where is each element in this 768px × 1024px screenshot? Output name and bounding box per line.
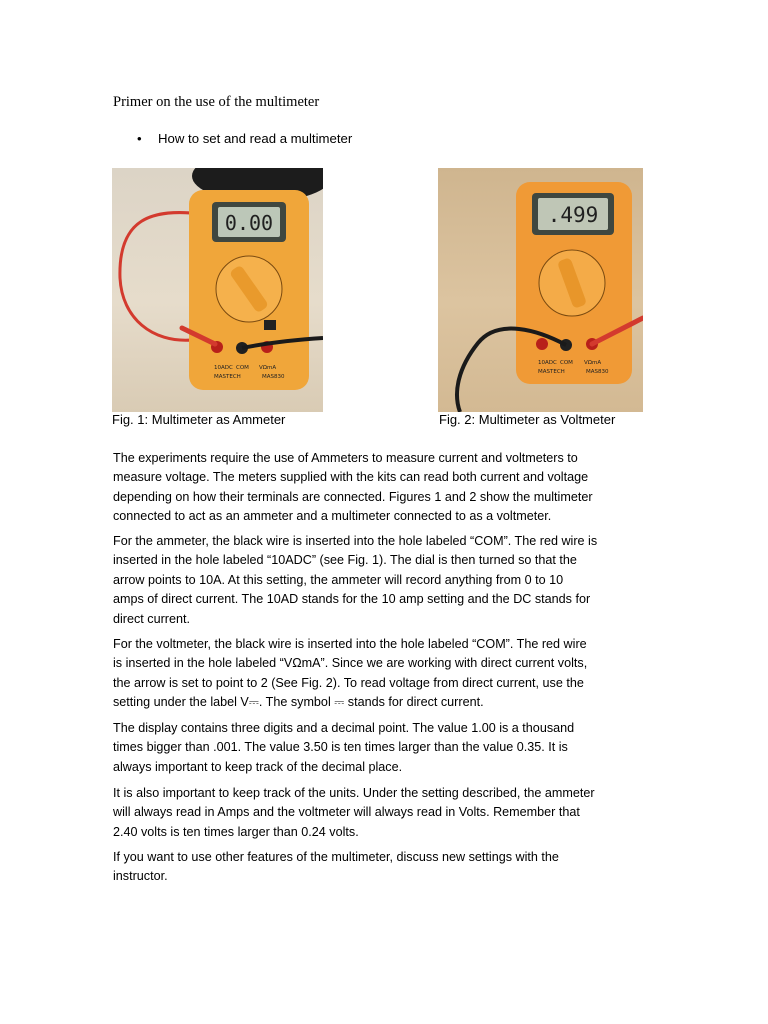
paragraph-other-features	[113, 848, 661, 887]
figure-voltmeter-photo	[438, 168, 643, 412]
paragraph-line: connected to act as an ammeter and a multimeter connected to as a voltmeter.	[113, 509, 552, 524]
paragraph-line: For the ammeter, the black wire is inserted into the hole labeled “COM”. The red wire is	[113, 534, 598, 548]
lcd-reading: .499	[547, 203, 599, 227]
paragraph-line: If you want to use other features of the multimeter, discuss new settings with the	[113, 850, 559, 864]
paragraph-line: amps of direct current. The 10AD stands for the 10 amp setting and the DC stands for	[113, 592, 591, 607]
paragraph-line: It is also important to keep track of the units. Under the setting described, the ammeter	[113, 786, 595, 800]
brand-label: MASTECH	[214, 374, 241, 380]
paragraph-line: measure voltage. The meters supplied with the kits can read both current and voltage	[113, 470, 589, 485]
paragraph-line: For the voltmeter, the black wire is inserted into the hole labeled “COM”. The red wire	[113, 637, 587, 651]
paragraph-line: inserted in the hole labeled “10ADC” (see Fig. 1). The dial is then turned so that the	[113, 553, 577, 568]
paragraph-line: will always read in Amps and the voltmeter will always read in Volts. Remember that	[113, 805, 580, 820]
bullet-item	[137, 131, 352, 146]
paragraph-voltmeter	[113, 635, 661, 713]
terminal-label-10adc: 10ADC	[214, 365, 233, 371]
paragraph-line: 2.40 volts is ten times larger than 0.24 volts.	[113, 824, 359, 839]
paragraph-line: the arrow is set to point to 2 (See Fig. 2). To read voltage from direct current, use the	[113, 675, 584, 690]
bullet-text: How to set and read a multimeter	[158, 131, 353, 146]
terminal-label-com: COM	[560, 360, 573, 366]
multimeter-ammeter-illustration	[112, 168, 323, 412]
terminal-label-vomA: VΩmA	[259, 365, 277, 371]
multimeter-voltmeter-illustration	[438, 168, 643, 412]
paragraph-line: is inserted in the hole labeled “VΩmA”. Since we are working with direct current volts,	[113, 656, 588, 671]
paragraph-line: times bigger than .001. The value 3.50 is ten times larger than the value 0.35. It is	[113, 740, 568, 755]
paragraph-line: depending on how their terminals are connected. Figures 1 and 2 show the multimeter	[113, 489, 593, 504]
paragraph-line: The display contains three digits and a decimal point. The value 1.00 is a thousand	[113, 721, 575, 735]
model-label: MAS830	[262, 374, 285, 380]
paragraph-line: always important to keep track of the decimal place.	[113, 759, 403, 774]
paragraph-line: direct current.	[113, 611, 190, 626]
paragraph-line: The experiments require the use of Ammeters to measure current and voltmeters to	[113, 451, 578, 465]
model-label: MAS830	[586, 369, 609, 375]
paragraph-line: arrow points to 10A. At this setting, the ammeter will record anything from 0 to 10	[113, 572, 564, 587]
terminal-label-vomA: VΩmA	[584, 360, 602, 366]
paragraph-intro	[113, 449, 661, 527]
figure-caption-1: Fig. 1: Multimeter as Ammeter	[112, 412, 286, 427]
paragraph-units	[113, 784, 661, 842]
jack-10adc	[536, 338, 548, 350]
terminal-label-10adc: 10ADC	[538, 360, 557, 366]
paragraph-line: instructor.	[113, 869, 168, 884]
paragraph-ammeter	[113, 532, 661, 629]
hold-button	[264, 320, 276, 330]
paragraph-display	[113, 719, 661, 777]
terminal-label-com: COM	[236, 365, 249, 371]
paragraph-line: setting under the label V⎓. The symbol ⎓ stands for direct current.	[113, 695, 484, 710]
lcd-reading: 0.00	[224, 211, 274, 235]
document-title: Primer on the use of the multimeter	[113, 94, 320, 110]
figure-ammeter-photo	[112, 168, 323, 412]
brand-label: MASTECH	[538, 369, 565, 375]
figure-caption-2: Fig. 2: Multimeter as Voltmeter	[439, 412, 616, 427]
bullet-dot-icon: •	[137, 131, 142, 146]
